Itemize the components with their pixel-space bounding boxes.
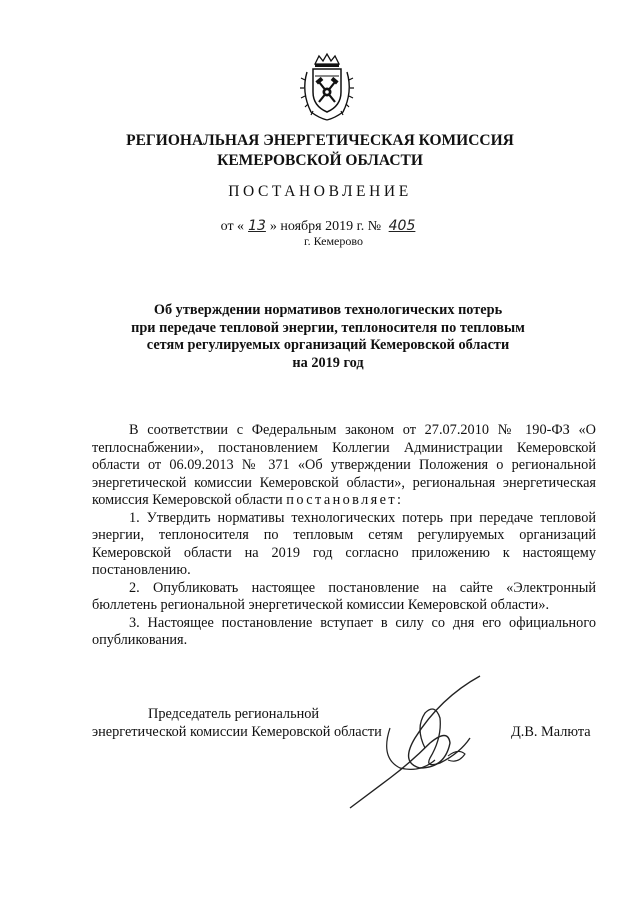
item-1: 1. Утвердить нормативы технологических потерь при передаче тепловой энергии, теплоносителя по тепловым сетям регулируемых организаций Кемеровской области на 2019 год согласно приложению к настоящему постановлению. xyxy=(92,509,596,578)
subject-line3: сетям регулируемых организаций Кемеровской области xyxy=(146,337,510,353)
city: г. Кемерово xyxy=(304,234,363,248)
date-day: 13 xyxy=(248,218,266,234)
handwritten-signature xyxy=(330,668,510,818)
item-3: 3. Настоящее постановление вступает в силу со дня его официального опубликования. xyxy=(92,614,596,648)
item-2: 2. Опубликовать настоящее постановление на сайте «Электронный бюллетень региональной энергетической комиссии Кемеровской области». xyxy=(92,579,596,613)
date-prefix: от « xyxy=(220,219,245,234)
preamble-paragraph xyxy=(92,422,596,510)
subject-line4: на 2019 год xyxy=(292,354,364,371)
preamble-text: В соответствии с Федеральным законом от 27.07.2010 № 190-ФЗ «О теплоснабжении», постановлением Коллегии Администрации Кемеровской области от 06.09.2013 № 371 «Об утверждении Положения о региональной энергетической комиссии Кемеровской области», региональная энергетическая комиссия Кемеровской области xyxy=(92,422,596,508)
date-middle: » ноября 2019 г. № xyxy=(269,219,382,234)
signatory-title-line2: энергетической комиссии Кемеровской области xyxy=(92,723,382,740)
decree-word: постановляет: xyxy=(286,492,404,508)
subject-line2: при передаче тепловой энергии, теплоносителя по тепловым xyxy=(131,319,525,336)
document-body xyxy=(92,422,596,650)
date-line xyxy=(0,218,640,235)
organization-name xyxy=(0,131,640,171)
document-type: ПОСТАНОВЛЕНИЕ xyxy=(228,183,412,200)
subject-line1: Об утверждении нормативов технологических потерь xyxy=(153,302,503,318)
signatory-name: Д.В. Малюта xyxy=(511,724,591,740)
organization-name-line1: РЕГИОНАЛЬНАЯ ЭНЕРГЕТИЧЕСКАЯ КОМИССИЯ xyxy=(126,132,514,149)
signatory-title-line1: Председатель региональной xyxy=(148,706,320,722)
document-number: 405 xyxy=(388,218,416,234)
coat-of-arms-icon xyxy=(297,52,357,122)
organization-name-line2: КЕМЕРОВСКОЙ ОБЛАСТИ xyxy=(217,152,423,169)
document-subject xyxy=(130,302,526,372)
